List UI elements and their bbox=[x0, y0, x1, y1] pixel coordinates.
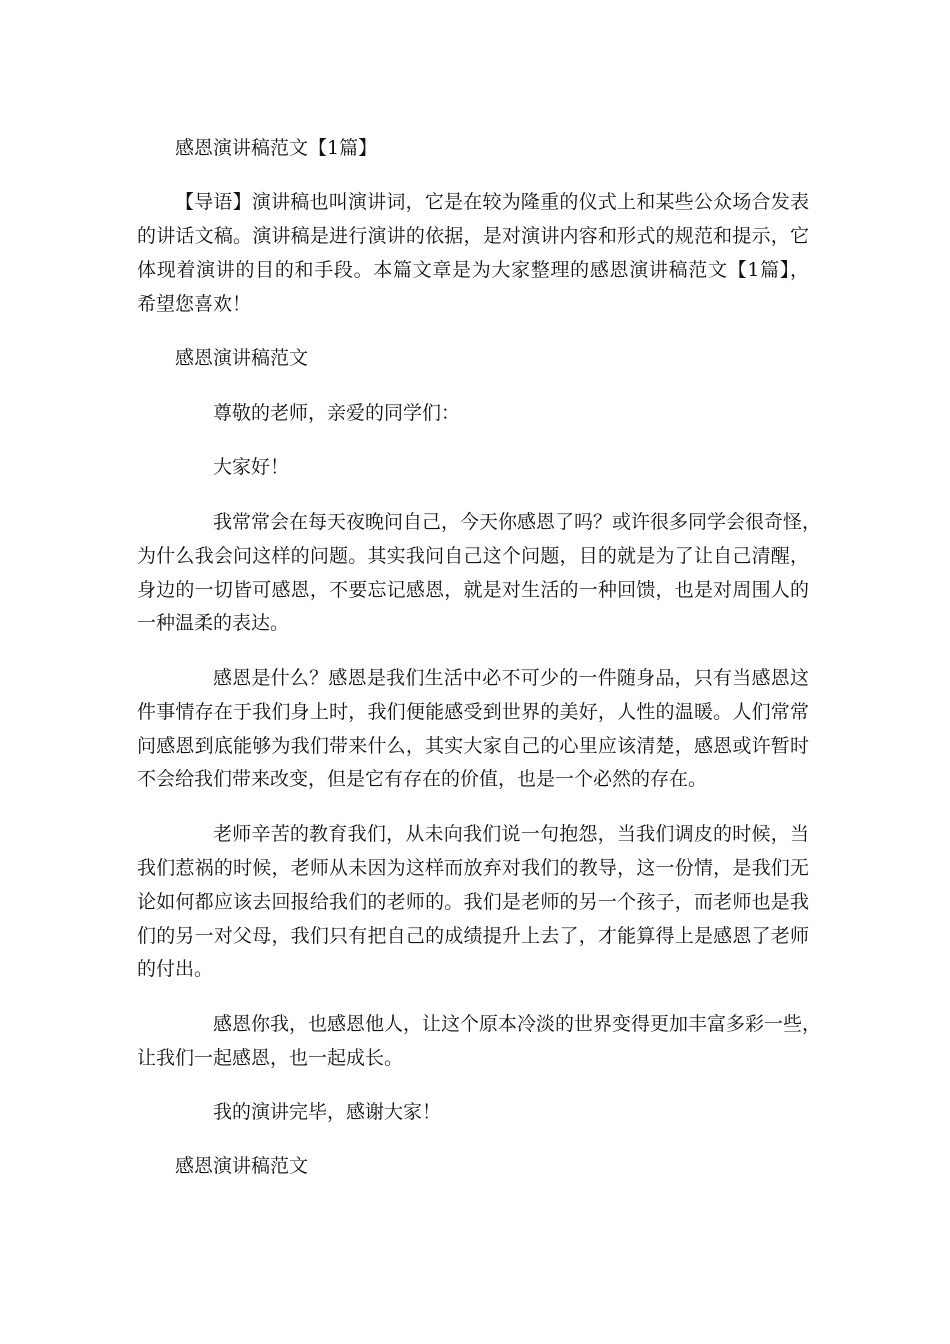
paragraph-line: 我们惹祸的时候，老师从未因为这样而放弃对我们的教导，这一份情，是我们无 bbox=[137, 857, 809, 879]
intro-line: 【导语】演讲稿也叫演讲词，它是在较为隆重的仪式上和某些公众场合发表 bbox=[175, 191, 809, 213]
paragraph-line: 身边的一切皆可感恩，不要忘记感恩，就是对生活的一种回馈，也是对周围人的 bbox=[137, 579, 809, 601]
paragraph-line: 感恩是什么？感恩是我们生活中必不可少的一件随身品，只有当感恩这 bbox=[213, 667, 809, 689]
greeting: 大家好！ bbox=[213, 456, 290, 478]
paragraph-line: 让我们一起感恩，也一起成长。 bbox=[137, 1047, 404, 1069]
intro-line: 体现着演讲的目的和手段。本篇文章是为大家整理的感恩演讲稿范文【1篇】， bbox=[137, 259, 809, 281]
paragraph-line: 感恩你我，也感恩他人，让这个原本冷淡的世界变得更加丰富多彩一些， bbox=[213, 1013, 822, 1035]
paragraph-line: 一种温柔的表达。 bbox=[137, 612, 290, 634]
paragraph-line: 为什么我会问这样的问题。其实我问自己这个问题，目的就是为了让自己清醒， bbox=[137, 545, 809, 567]
paragraph-line: 我常常会在每天夜晚问自己，今天你感恩了吗？或许很多同学会很奇怪， bbox=[213, 511, 822, 533]
section-heading: 感恩演讲稿范文 bbox=[175, 347, 309, 369]
paragraph-line: 不会给我们带来改变，但是它有存在的价值，也是一个必然的存在。 bbox=[137, 768, 708, 790]
intro-line: 的讲话文稿。演讲稿是进行演讲的依据，是对演讲内容和形式的规范和提示，它 bbox=[137, 225, 809, 247]
closing-line: 我的演讲完毕，感谢大家！ bbox=[213, 1101, 442, 1123]
paragraph-line: 件事情存在于我们身上时，我们便能感受到世界的美好，人性的温暖。人们常常 bbox=[137, 701, 809, 723]
paragraph-line: 们的另一对父母，我们只有把自己的成绩提升上去了，才能算得上是感恩了老师 bbox=[137, 925, 809, 947]
paragraph-line: 问感恩到底能够为我们带来什么，其实大家自己的心里应该清楚，感恩或许暂时 bbox=[137, 735, 809, 757]
next-section-heading: 感恩演讲稿范文 bbox=[175, 1155, 309, 1177]
salutation: 尊敬的老师，亲爱的同学们： bbox=[213, 402, 461, 424]
document-title: 感恩演讲稿范文【1篇】 bbox=[175, 137, 378, 159]
intro-line: 希望您喜欢！ bbox=[137, 293, 252, 315]
paragraph-line: 老师辛苦的教育我们，从未向我们说一句抱怨，当我们调皮的时候，当 bbox=[213, 823, 809, 845]
paragraph-line: 的付出。 bbox=[137, 958, 214, 980]
paragraph-line: 论如何都应该去回报给我们的老师的。我们是老师的另一个孩子，而老师也是我 bbox=[137, 891, 809, 913]
